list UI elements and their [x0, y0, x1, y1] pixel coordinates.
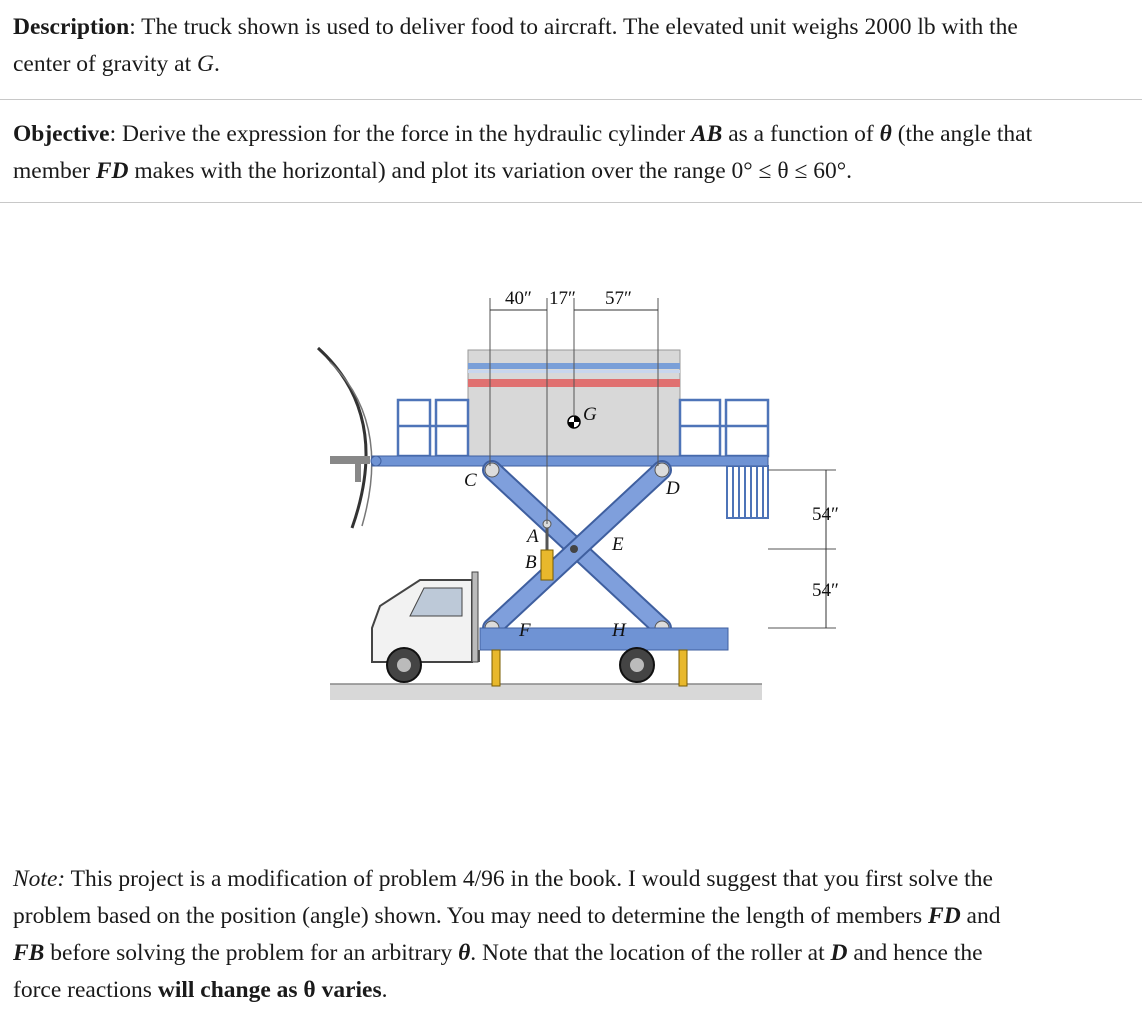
label-d: D	[666, 478, 680, 499]
ground	[330, 684, 762, 700]
dimension-54-lower: 54″	[812, 580, 839, 601]
objective-text-end: (the angle that	[891, 121, 1033, 147]
center-of-gravity-marker	[568, 416, 580, 428]
platform-roller	[371, 456, 381, 466]
note-emphasis: will change as θ varies	[157, 977, 382, 1003]
description-paragraph	[13, 9, 1133, 83]
note-line3-mid: . Note that the location of the roller at	[470, 940, 831, 966]
note-line4: force reactions	[13, 977, 158, 1003]
label-g: G	[583, 404, 597, 425]
left-railing	[398, 400, 468, 456]
note-var-d: D	[830, 940, 848, 966]
scissor-linkage	[485, 463, 669, 635]
objective-theta: θ	[879, 121, 892, 147]
right-railing	[680, 400, 768, 456]
aircraft-fuselage	[318, 348, 372, 528]
truck-diagram	[0, 270, 1142, 710]
dimension-40: 40″	[505, 288, 532, 309]
rear-stabilizer	[679, 650, 687, 686]
note-line1: This project is a modification of problem 4/96 in the book. I would suggest that you first solve the	[65, 866, 993, 892]
objective-line2: member	[13, 158, 96, 184]
description-line1: : The truck shown is used to deliver food to aircraft. The elevated unit weighs 2000 lb with the	[129, 14, 1018, 40]
note-theta: θ	[458, 940, 471, 966]
dimension-57: 57″	[605, 288, 632, 309]
objective-text: : Derive the expression for the force in the hydraulic cylinder	[109, 121, 691, 147]
description-label: Description	[13, 14, 130, 40]
objective-range: 0° ≤ θ ≤ 60°	[731, 158, 847, 184]
note-var-fd: FD	[928, 903, 961, 929]
front-stabilizer	[492, 650, 500, 686]
rear-wheel-hub	[630, 658, 644, 672]
objective-text-mid: as a function of	[722, 121, 880, 147]
truck-cab	[372, 572, 478, 682]
objective-paragraph	[13, 116, 1133, 190]
label-a: A	[527, 526, 539, 547]
note-line2-end: and	[960, 903, 1001, 929]
label-b: B	[525, 552, 537, 573]
description-line2: center of gravity at	[13, 51, 197, 77]
note-var-fb: FB	[13, 940, 45, 966]
objective-var-fd: FD	[95, 158, 129, 184]
objective-line2-end: .	[846, 158, 853, 184]
note-line3: before solving the problem for an arbitrary	[44, 940, 459, 966]
stairs	[727, 466, 768, 518]
objective-var-ab: AB	[691, 121, 723, 147]
description-var-g: G	[197, 51, 214, 77]
divider	[0, 202, 1142, 203]
note-line2: problem based on the position (angle) shown. You may need to determine the length of members	[13, 903, 929, 929]
note-line3-end: and hence the	[847, 940, 983, 966]
upper-platform	[372, 456, 768, 466]
divider	[0, 99, 1142, 100]
dimension-54-upper: 54″	[812, 504, 839, 525]
dimension-17: 17″	[549, 288, 576, 309]
note-line4-end: .	[381, 977, 388, 1003]
truck-bed	[480, 628, 728, 650]
label-c: C	[464, 470, 477, 491]
label-e: E	[612, 534, 624, 555]
description-line2-end: .	[213, 51, 220, 77]
objective-label: Objective	[13, 121, 110, 147]
label-f: F	[519, 620, 531, 641]
objective-line2-mid: makes with the horizontal) and plot its variation over the range	[128, 158, 732, 184]
label-h: H	[612, 620, 626, 641]
note-label: Note:	[13, 866, 66, 892]
note-paragraph	[13, 861, 1133, 1009]
